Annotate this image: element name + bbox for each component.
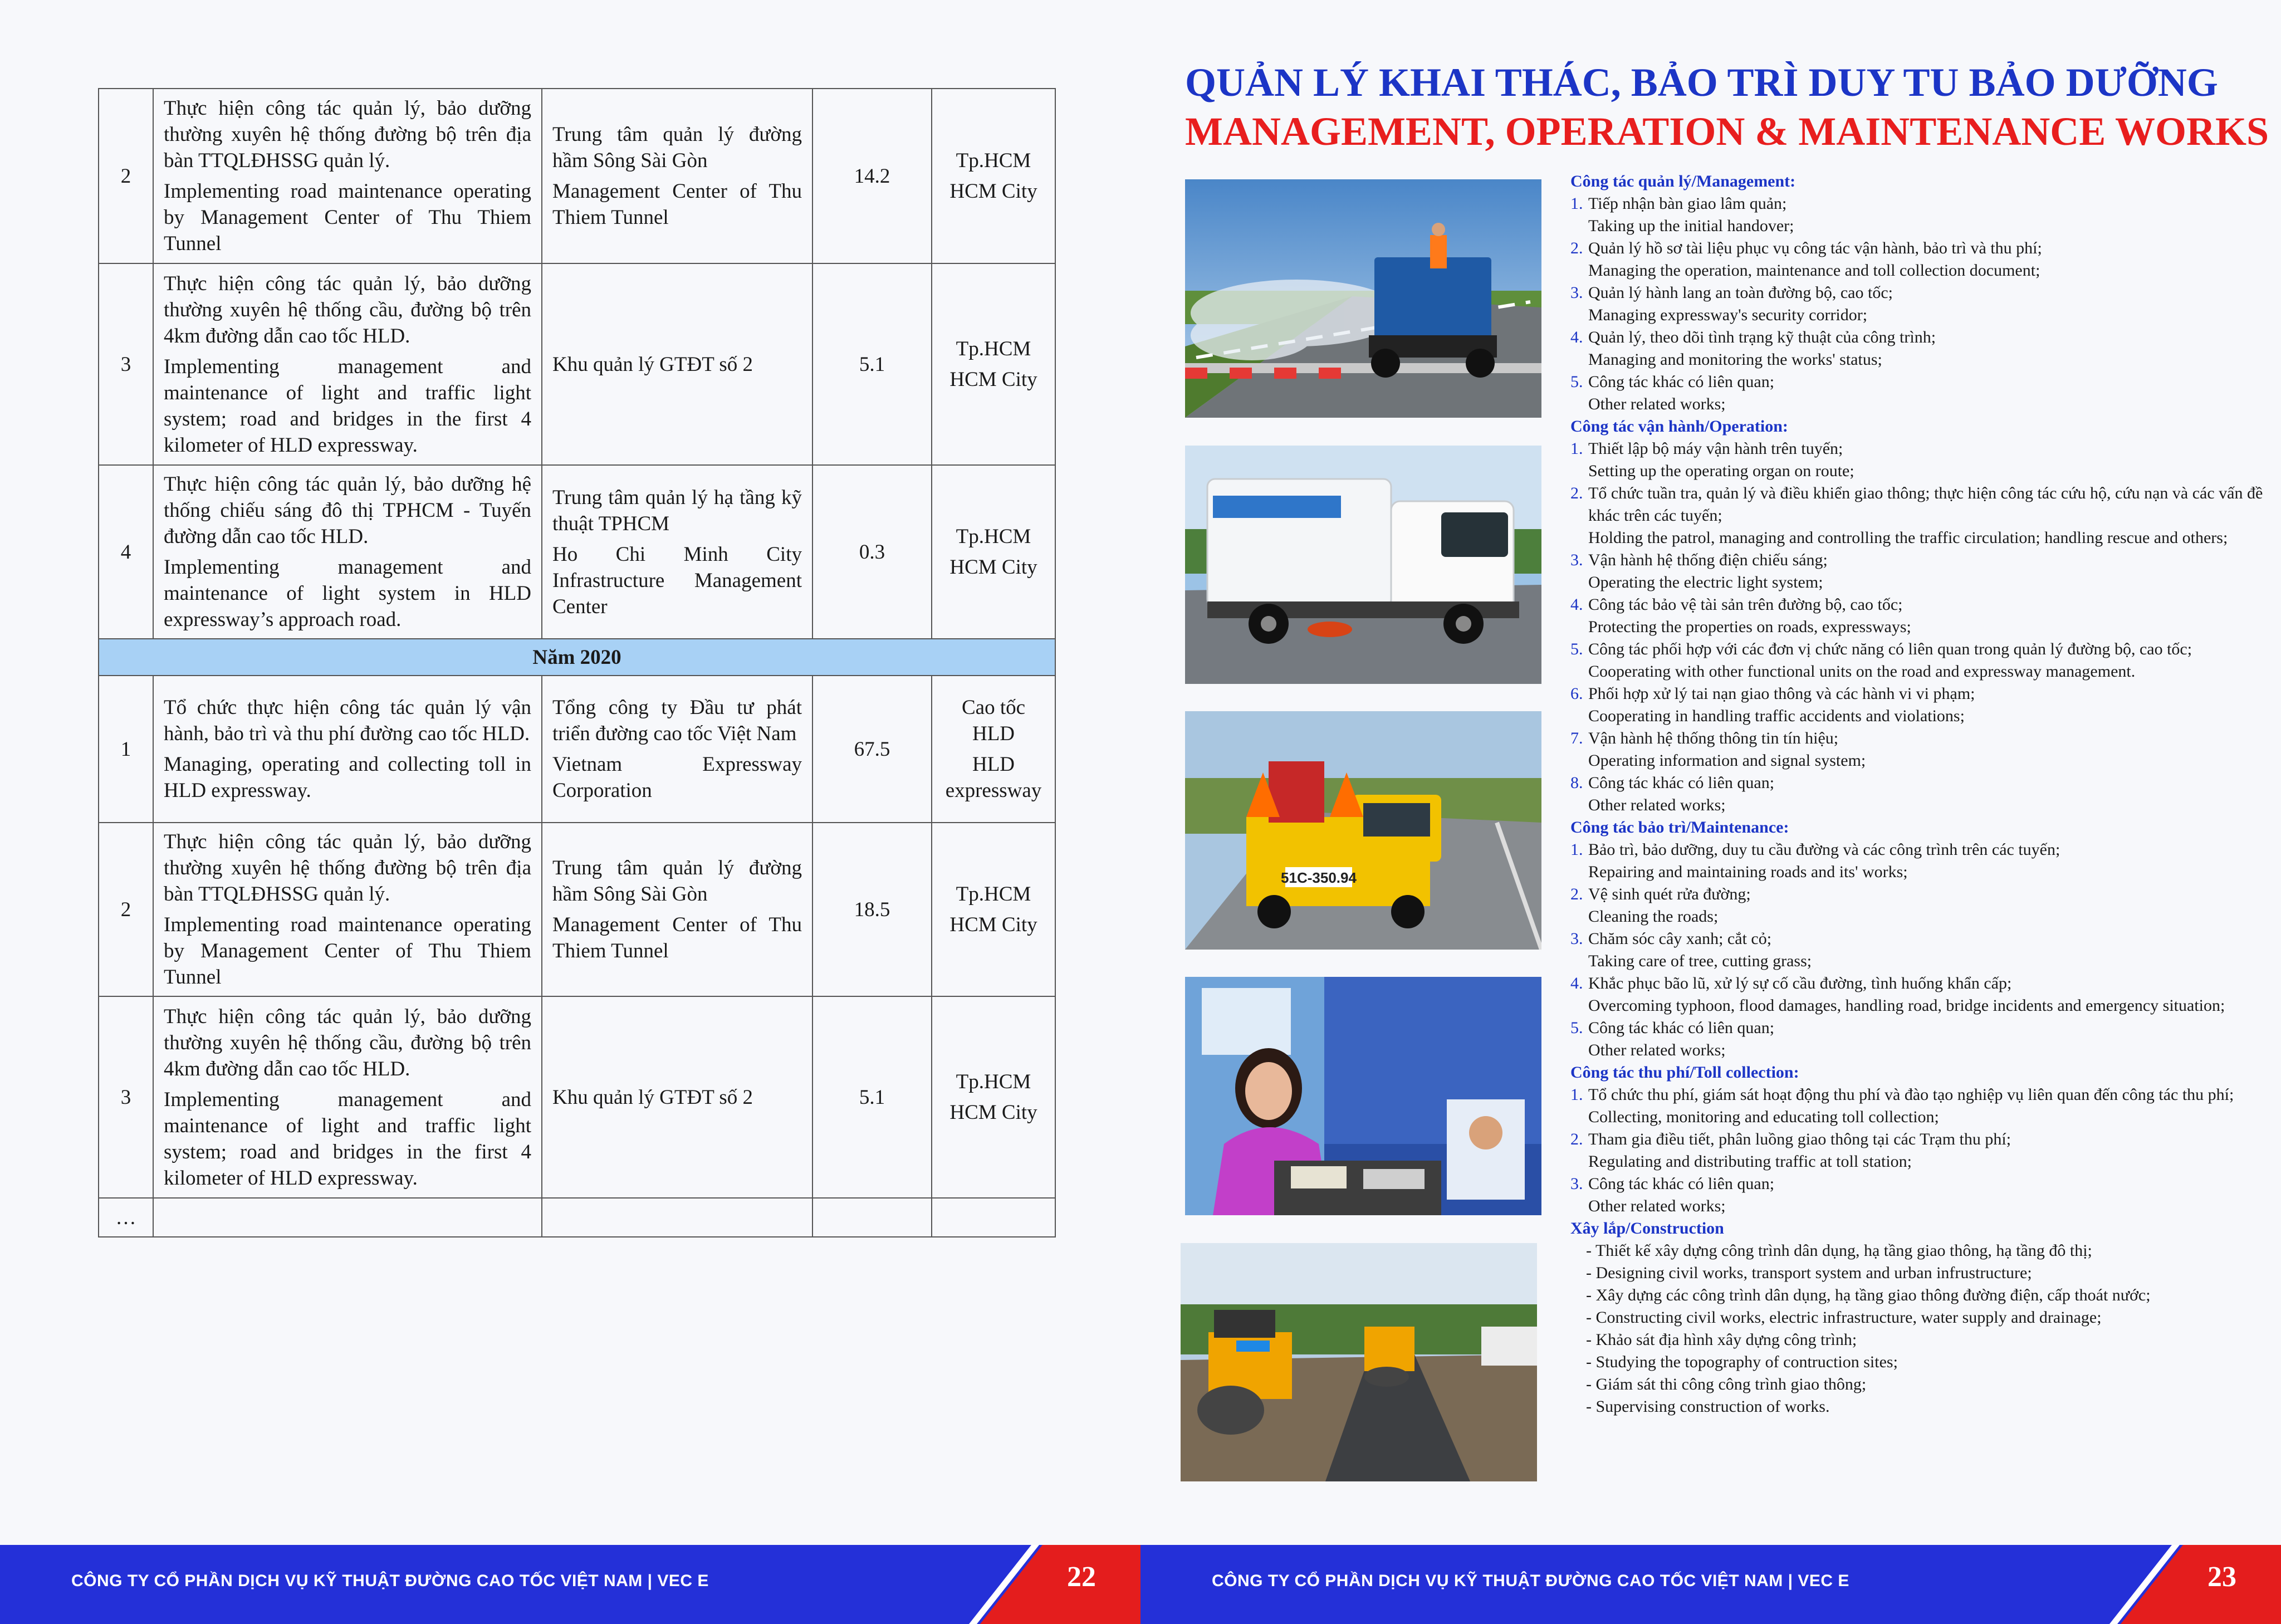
section-title-en: MANAGEMENT, OPERATION & MAINTENANCE WORKS <box>1185 109 2269 154</box>
length-cell: 0.3 <box>812 465 932 639</box>
location-en: HCM City <box>949 1101 1037 1124</box>
unit-en: Ho Chi Minh City Infrastructure Management Center <box>552 542 802 618</box>
section-operation <box>1570 415 2267 816</box>
item-vi: Bảo trì, bảo dưỡng, duy tu cầu đường và các công trình trên các tuyến; <box>1588 840 2060 859</box>
item-vi: Công tác khác có liên quan; <box>1588 774 1775 792</box>
task-cell <box>153 996 542 1198</box>
length-cell: 14.2 <box>812 89 932 263</box>
location-vi: Tp.HCM <box>956 525 1031 548</box>
item-number: 4. <box>1570 974 1583 992</box>
location-en: HCM City <box>949 556 1037 579</box>
location-cell <box>932 89 1055 263</box>
list-item <box>1570 549 2267 594</box>
section-construction <box>1570 1217 2267 1418</box>
location-en: HLD expressway <box>945 753 1042 802</box>
section-heading: Công tác thu phí/Toll collection: <box>1570 1063 1799 1082</box>
list-item <box>1570 193 2267 237</box>
location-cell <box>932 823 1055 996</box>
table-row <box>99 1198 1055 1237</box>
section-heading: Xây lắp/Construction <box>1570 1219 1724 1237</box>
item-vi: Công tác khác có liên quan; <box>1588 1175 1775 1193</box>
task-vi: Thực hiện công tác quản lý, bảo dưỡng thường xuyên hệ thống đường bộ trên địa bàn TTQLĐHSSG quản lý. <box>164 97 531 172</box>
item-number: 5. <box>1570 640 1583 658</box>
item-en: Collecting, monitoring and educating toll collection; <box>1588 1108 1939 1126</box>
table-row <box>99 465 1055 639</box>
item-vi: Phối hợp xử lý tai nạn giao thông và các hành vi vi phạm; <box>1588 684 1975 703</box>
row-number: 3 <box>99 996 153 1198</box>
task-en: Implementing management and maintenance of light and traffic light system; road and bridges in the first 4 kilometer of HLD expressway. <box>164 1088 531 1190</box>
task-en: Managing, operating and collecting toll in HLD expressway. <box>164 753 531 802</box>
construction-line: - Supervising construction of works. <box>1586 1397 1830 1416</box>
item-en: Overcoming typhoon, flood damages, handling road, bridge incidents and emergency situation; <box>1588 996 2225 1015</box>
section-heading: Công tác vận hành/Operation: <box>1570 417 1788 436</box>
row-number: 1 <box>99 676 153 823</box>
row-number: 2 <box>99 823 153 996</box>
construction-line: - Xây dựng các công trình dân dụng, hạ tầng giao thông đường điện, cấp thoát nước; <box>1586 1286 2151 1304</box>
item-en: Protecting the properties on roads, expressways; <box>1588 618 1911 636</box>
unit-vi: Khu quản lý GTĐT số 2 <box>552 1085 753 1109</box>
row-number: 4 <box>99 465 153 639</box>
unit-en: Management Center of Thu Thiem Tunnel <box>552 913 802 962</box>
task-en: Implementing road maintenance operating by Management Center of Thu Thiem Tunnel <box>164 180 531 255</box>
table-row <box>99 823 1055 996</box>
location-cell <box>932 465 1055 639</box>
item-en: Setting up the operating organ on route; <box>1588 462 1854 480</box>
item-number: 7. <box>1570 729 1583 747</box>
list-item <box>1570 972 2267 1017</box>
unit-en: Management Center of Thu Thiem Tunnel <box>552 180 802 229</box>
item-number: 3. <box>1570 930 1583 948</box>
item-number: 8. <box>1570 774 1583 792</box>
location-vi: Cao tốc HLD <box>961 696 1026 745</box>
task-cell <box>153 89 542 263</box>
task-en: Implementing management and maintenance of light and traffic light system; road and bridges in the first 4 kilometer of HLD expressway. <box>164 355 531 457</box>
task-vi: Thực hiện công tác quản lý, bảo dưỡng hệ thống chiếu sáng đô thị TPHCM - Tuyến đường dẫn cao tốc HLD. <box>164 473 531 548</box>
unit-vi: Khu quản lý GTĐT số 2 <box>552 353 753 376</box>
task-vi: Thực hiện công tác quản lý, bảo dưỡng thường xuyên hệ thống cầu, đường bộ trên 4km đường dẫn cao tốc HLD. <box>164 272 531 348</box>
item-vi: Quản lý, theo dõi tình trạng kỹ thuật của công trình; <box>1588 328 1936 346</box>
length-cell: 5.1 <box>812 996 932 1198</box>
item-vi: Quản lý hồ sơ tài liệu phục vụ công tác vận hành, bảo trì và thu phí; <box>1588 239 2042 257</box>
table-row <box>99 676 1055 823</box>
section-heading: Công tác bảo trì/Maintenance: <box>1570 818 1789 837</box>
item-vi: Công tác khác có liên quan; <box>1588 1019 1775 1037</box>
length-cell: 67.5 <box>812 676 932 823</box>
item-en: Cleaning the roads; <box>1588 907 1719 926</box>
item-vi: Chăm sóc cây xanh; cắt cỏ; <box>1588 930 1772 948</box>
table-row <box>99 996 1055 1198</box>
location-vi: Tp.HCM <box>956 883 1031 906</box>
photo-road-rollers <box>1181 1243 1537 1481</box>
year-label: Năm 2020 <box>99 639 1055 676</box>
location-vi: Tp.HCM <box>956 149 1031 172</box>
item-number: 4. <box>1570 328 1583 346</box>
license-plate: 51C-350.94 <box>1281 869 1357 886</box>
row-number: 2 <box>99 89 153 263</box>
item-en: Holding the patrol, managing and controlling the traffic circulation; handling rescue and others; <box>1588 529 2228 547</box>
item-vi: Tham gia điều tiết, phân luồng giao thông tại các Trạm thu phí; <box>1588 1130 2011 1148</box>
empty-cell <box>153 1198 542 1237</box>
task-cell <box>153 823 542 996</box>
section-heading: Công tác quản lý/Management: <box>1570 172 1796 190</box>
task-en: Implementing management and maintenance of light system in HLD expressway’s approach road. <box>164 556 531 631</box>
unit-en: Vietnam Expressway Corporation <box>552 753 802 802</box>
item-en: Operating information and signal system; <box>1588 751 1866 770</box>
section-title-vi: QUẢN LÝ KHAI THÁC, BẢO TRÌ DUY TU BẢO DƯỠNG <box>1185 60 2218 105</box>
footer-company-left: CÔNG TY CỔ PHẦN DỊCH VỤ KỸ THUẬT ĐƯỜNG CAO TỐC VIỆT NAM | VEC E <box>71 1572 709 1590</box>
location-en: HCM City <box>949 913 1037 936</box>
item-vi: Công tác phối hợp với các đơn vị chức năng có liên quan trong quản lý đường bộ, cao tốc; <box>1588 640 2192 658</box>
task-cell <box>153 676 542 823</box>
list-item <box>1570 594 2267 638</box>
item-vi: Vệ sinh quét rửa đường; <box>1588 885 1751 903</box>
unit-vi: Trung tâm quản lý đường hầm Sông Sài Gòn <box>552 123 802 172</box>
list-item <box>1570 482 2267 549</box>
item-en: Managing the operation, maintenance and toll collection document; <box>1588 261 2040 280</box>
location-cell <box>932 676 1055 823</box>
item-en: Operating the electric light system; <box>1588 573 1823 591</box>
item-number: 3. <box>1570 551 1583 569</box>
task-cell <box>153 263 542 465</box>
item-vi: Công tác khác có liên quan; <box>1588 373 1775 391</box>
item-en: Repairing and maintaining roads and its' works; <box>1588 863 1908 881</box>
section-toll <box>1570 1062 2267 1217</box>
construction-line: - Designing civil works, transport system and urban infrustructure; <box>1586 1264 2032 1282</box>
list-item <box>1570 727 2267 772</box>
year-row <box>99 639 1055 676</box>
item-en: Regulating and distributing traffic at toll station; <box>1588 1152 1912 1171</box>
construction-line: - Thiết kế xây dựng công trình dân dụng, hạ tầng giao thông, hạ tầng đô thị; <box>1586 1241 2092 1260</box>
item-number: 1. <box>1570 439 1583 458</box>
section-management <box>1570 170 2267 415</box>
item-vi: Khắc phục bão lũ, xử lý sự cố cầu đường, tình huống khẩn cấp; <box>1588 974 2012 992</box>
item-number: 2. <box>1570 885 1583 903</box>
item-vi: Tổ chức thu phí, giám sát hoạt động thu phí và đào tạo nghiệp vụ liên quan đến công tác thu phí; <box>1588 1085 2234 1104</box>
task-vi: Thực hiện công tác quản lý, bảo dưỡng thường xuyên hệ thống cầu, đường bộ trên 4km đường dẫn cao tốc HLD. <box>164 1005 531 1080</box>
item-number: 1. <box>1570 840 1583 859</box>
item-number: 2. <box>1570 239 1583 257</box>
item-number: 3. <box>1570 283 1583 302</box>
empty-cell <box>812 1198 932 1237</box>
task-vi: Thực hiện công tác quản lý, bảo dưỡng thường xuyên hệ thống đường bộ trên địa bàn TTQLĐHSSG quản lý. <box>164 830 531 906</box>
item-vi: Quản lý hành lang an toàn đường bộ, cao tốc; <box>1588 283 1893 302</box>
item-en: Managing expressway's security corridor; <box>1588 306 1868 324</box>
unit-cell <box>542 465 812 639</box>
item-en: Other related works; <box>1588 395 1726 413</box>
construction-line: - Giám sát thi công công trình giao thông; <box>1586 1375 1867 1393</box>
list-item <box>1570 1084 2267 1128</box>
list-item <box>1570 883 2267 928</box>
construction-line: - Studying the topography of contruction sites; <box>1586 1353 1898 1371</box>
list-item <box>1570 839 2267 883</box>
item-en: Other related works; <box>1588 796 1726 814</box>
section-maintenance <box>1570 816 2267 1062</box>
ellipsis-cell: … <box>99 1198 153 1237</box>
item-vi: Thiết lập bộ máy vận hành trên tuyến; <box>1588 439 1843 458</box>
item-vi: Tổ chức tuần tra, quản lý và điều khiển giao thông; thực hiện công tác cứu hộ, cứu nạn và các vấn đề khác trên các tuyến; <box>1588 484 2263 525</box>
photo-toll-collector <box>1185 977 1541 1215</box>
list-item <box>1570 438 2267 482</box>
item-number: 2. <box>1570 484 1583 502</box>
unit-vi: Trung tâm quản lý hạ tầng kỹ thuật TPHCM <box>552 486 802 535</box>
footer-company-right: CÔNG TY CỔ PHẦN DỊCH VỤ KỸ THUẬT ĐƯỜNG CAO TỐC VIỆT NAM | VEC E <box>1212 1572 1849 1590</box>
item-number: 1. <box>1570 194 1583 213</box>
item-en: Taking up the initial handover; <box>1588 217 1794 235</box>
list-item <box>1570 371 2267 415</box>
unit-cell <box>542 89 812 263</box>
page-number-right: 23 <box>2207 1561 2236 1593</box>
location-en: HCM City <box>949 180 1037 203</box>
table-row <box>99 89 1055 263</box>
item-number: 4. <box>1570 595 1583 614</box>
item-en: Other related works; <box>1588 1041 1726 1059</box>
list-item <box>1570 326 2267 371</box>
list-item <box>1570 928 2267 972</box>
item-number: 1. <box>1570 1085 1583 1104</box>
item-number: 5. <box>1570 1019 1583 1037</box>
photo-water-truck <box>1185 179 1541 418</box>
unit-vi: Tổng công ty Đầu tư phát triển đường cao tốc Việt Nam <box>552 696 802 745</box>
list-item <box>1570 683 2267 727</box>
location-vi: Tp.HCM <box>956 1070 1031 1093</box>
right-page <box>1140 0 2281 1624</box>
unit-cell <box>542 676 812 823</box>
unit-cell <box>542 823 812 996</box>
works-table <box>98 88 1056 1237</box>
item-number: 6. <box>1570 684 1583 703</box>
empty-cell <box>932 1198 1055 1237</box>
page-number-left: 22 <box>1067 1561 1096 1593</box>
item-vi: Tiếp nhận bàn giao lâm quản; <box>1588 194 1787 213</box>
list-item <box>1570 772 2267 816</box>
item-en: Cooperating in handling traffic accidents and violations; <box>1588 707 1965 725</box>
item-en: Managing and monitoring the works' status; <box>1588 350 1882 369</box>
list-item <box>1570 282 2267 326</box>
construction-line: - Constructing civil works, electric infrastructure, water supply and drainage; <box>1586 1308 2102 1327</box>
row-number: 3 <box>99 263 153 465</box>
location-cell <box>932 996 1055 1198</box>
task-cell <box>153 465 542 639</box>
task-vi: Tổ chức thực hiện công tác quản lý vận hành, bảo trì và thu phí đường cao tốc HLD. <box>164 696 531 745</box>
task-en: Implementing road maintenance operating by Management Center of Thu Thiem Tunnel <box>164 913 531 989</box>
unit-cell <box>542 263 812 465</box>
services-list <box>1570 170 2267 1418</box>
photo-sweeper-truck <box>1185 446 1541 684</box>
item-vi: Vận hành hệ thống thông tin tín hiệu; <box>1588 729 1839 747</box>
location-cell <box>932 263 1055 465</box>
list-item <box>1570 1128 2267 1173</box>
item-number: 2. <box>1570 1130 1583 1148</box>
list-item <box>1570 1173 2267 1217</box>
length-cell: 5.1 <box>812 263 932 465</box>
location-en: HCM City <box>949 368 1037 391</box>
item-vi: Công tác bảo vệ tài sản trên đường bộ, cao tốc; <box>1588 595 1903 614</box>
location-vi: Tp.HCM <box>956 337 1031 360</box>
list-item <box>1570 1017 2267 1062</box>
item-number: 3. <box>1570 1175 1583 1193</box>
item-en: Other related works; <box>1588 1197 1726 1215</box>
photo-safety-truck <box>1185 711 1541 950</box>
item-vi: Vận hành hệ thống điện chiếu sáng; <box>1588 551 1828 569</box>
item-en: Cooperating with other functional units on the road and expressway management. <box>1588 662 2136 681</box>
item-en: Taking care of tree, cutting grass; <box>1588 952 1812 970</box>
item-number: 5. <box>1570 373 1583 391</box>
empty-cell <box>542 1198 812 1237</box>
construction-line: - Khảo sát địa hình xây dựng công trình; <box>1586 1330 1857 1349</box>
unit-cell <box>542 996 812 1198</box>
length-cell: 18.5 <box>812 823 932 996</box>
table-row <box>99 263 1055 465</box>
unit-vi: Trung tâm quản lý đường hầm Sông Sài Gòn <box>552 857 802 906</box>
list-item <box>1570 237 2267 282</box>
left-page <box>0 0 1140 1624</box>
list-item <box>1570 638 2267 683</box>
